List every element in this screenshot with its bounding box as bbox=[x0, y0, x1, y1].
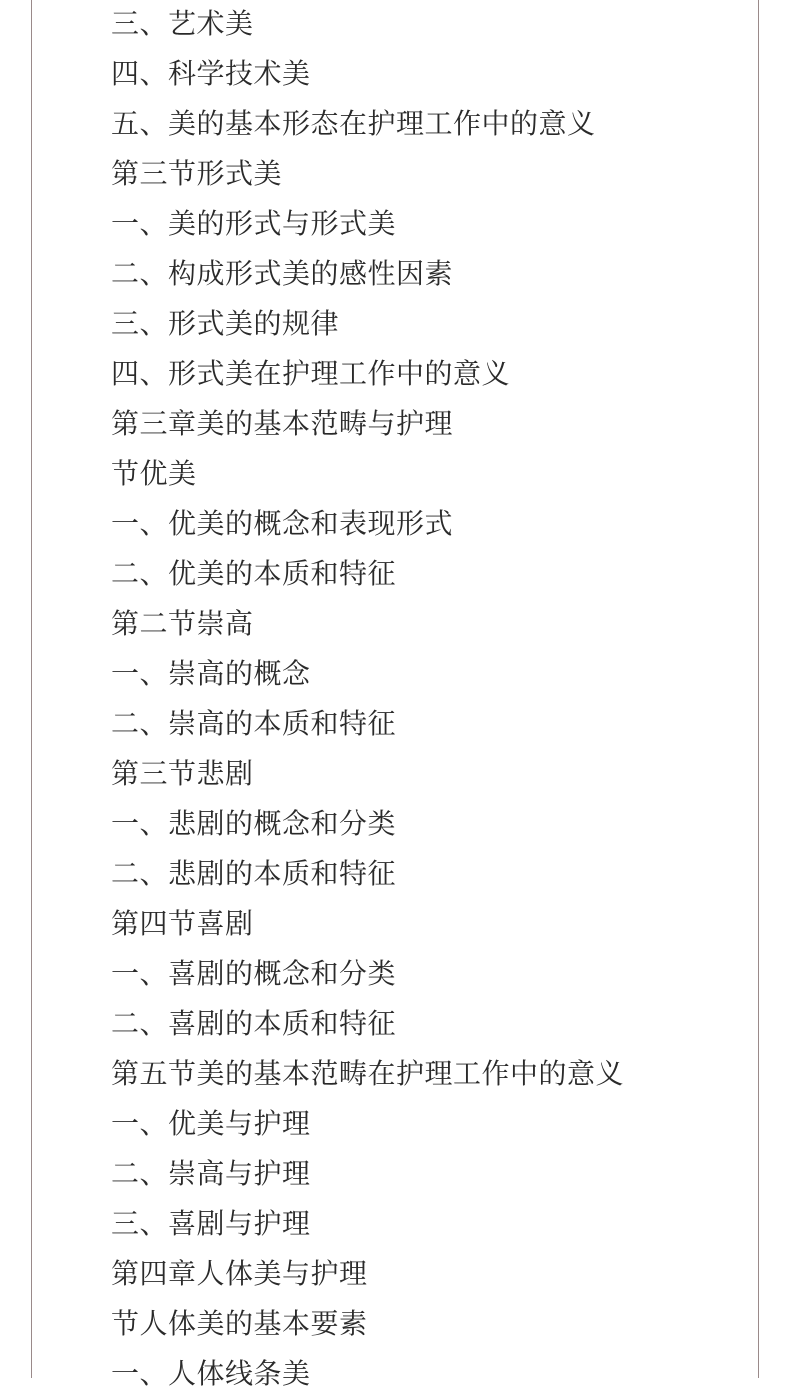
toc-chapter-heading: 第四章人体美与护理 bbox=[111, 1257, 368, 1290]
table-of-contents bbox=[111, 0, 751, 1399]
toc-line: 三、形式美的规律 bbox=[111, 307, 340, 340]
toc-line: 一、喜剧的概念和分类 bbox=[111, 957, 397, 990]
toc-section-heading: 节优美 bbox=[111, 457, 197, 490]
toc-line: 三、喜剧与护理 bbox=[111, 1207, 311, 1240]
toc-line: 一、崇高的概念 bbox=[111, 657, 311, 690]
toc-line: 四、科学技术美 bbox=[111, 57, 311, 90]
toc-line: 一、人体线条美 bbox=[111, 1357, 311, 1390]
toc-section-heading: 第二节崇高 bbox=[111, 607, 254, 640]
toc-line: 三、艺术美 bbox=[111, 7, 254, 40]
toc-line: 二、崇高的本质和特征 bbox=[111, 707, 397, 740]
toc-line: 二、构成形式美的感性因素 bbox=[111, 257, 454, 290]
toc-line: 二、喜剧的本质和特征 bbox=[111, 1007, 397, 1040]
toc-line: 一、优美与护理 bbox=[111, 1107, 311, 1140]
toc-line: 二、崇高与护理 bbox=[111, 1157, 311, 1190]
toc-section-heading: 第五节美的基本范畴在护理工作中的意义 bbox=[111, 1057, 625, 1090]
toc-section-heading: 节人体美的基本要素 bbox=[111, 1307, 368, 1340]
toc-line: 四、形式美在护理工作中的意义 bbox=[111, 357, 511, 390]
toc-section-heading: 第三节形式美 bbox=[111, 157, 283, 190]
toc-line: 二、悲剧的本质和特征 bbox=[111, 857, 397, 890]
toc-chapter-heading: 第三章美的基本范畴与护理 bbox=[111, 407, 454, 440]
toc-line: 五、美的基本形态在护理工作中的意义 bbox=[111, 107, 596, 140]
toc-line: 一、美的形式与形式美 bbox=[111, 207, 397, 240]
toc-section-heading: 第三节悲剧 bbox=[111, 757, 254, 790]
toc-section-heading: 第四节喜剧 bbox=[111, 907, 254, 940]
toc-line: 一、优美的概念和表现形式 bbox=[111, 507, 454, 540]
toc-line: 一、悲剧的概念和分类 bbox=[111, 807, 397, 840]
toc-line: 二、优美的本质和特征 bbox=[111, 557, 397, 590]
